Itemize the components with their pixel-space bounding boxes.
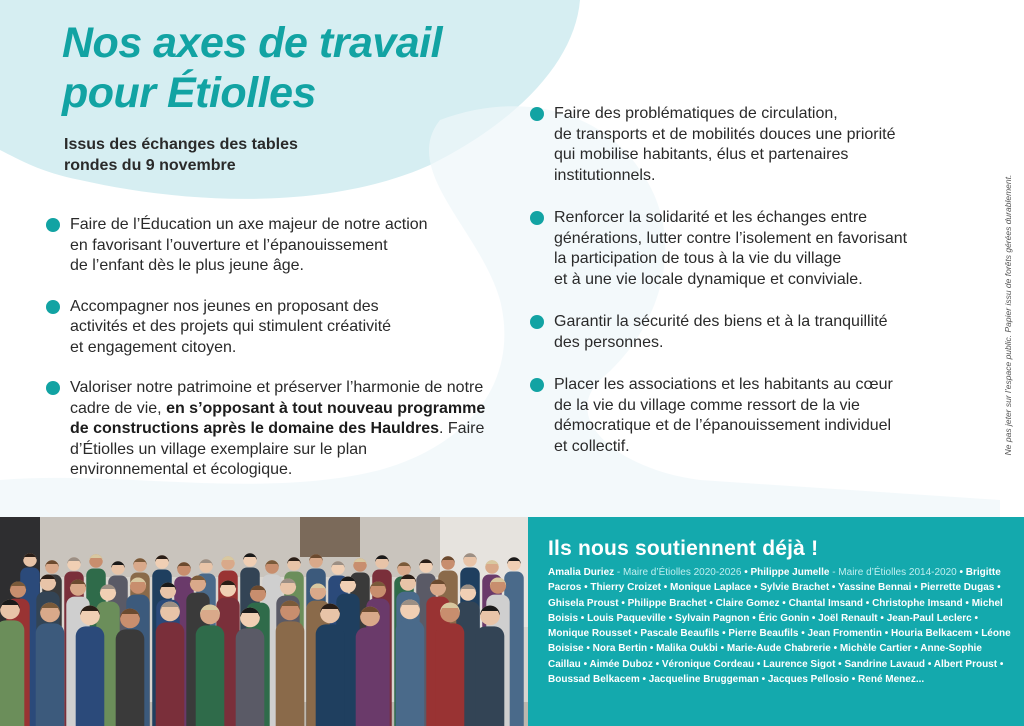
item-line: institutionnels. (554, 166, 656, 184)
bullet-dot-icon (46, 218, 60, 232)
item-text (554, 375, 970, 457)
person-body (116, 629, 145, 726)
list-item-heritage (46, 378, 489, 481)
item-text (70, 378, 489, 481)
bullet-dot-icon (46, 300, 60, 314)
supporter-role: - Maire d’Étiolles 2020-2026 (614, 567, 745, 578)
person-body (76, 626, 105, 726)
supporters-title: Ils nous soutiennent déjà ! (548, 537, 819, 560)
list-item-solidarity (530, 208, 970, 290)
item-line: et collectif. (554, 437, 630, 455)
person-body (36, 623, 65, 726)
person-body (476, 626, 505, 726)
item-line: la participation de tous à la vie du village (554, 250, 842, 267)
item-line: Placer les associations et les habitants au cœur (554, 376, 893, 393)
item-line: Accompagner nos jeunes en proposant des (70, 297, 379, 315)
item-text (554, 312, 970, 353)
page-title (62, 18, 442, 118)
person-body (316, 624, 345, 726)
item-line: activités et des projets qui stimulent créativité (70, 318, 392, 335)
bullet-dot-icon (530, 378, 544, 392)
group-photo (0, 517, 528, 726)
item-line: de transports et de mobilités douces une priorité (554, 125, 896, 143)
item-line: Faire des problématiques de circulation, (554, 105, 838, 122)
group-photo-illustration (0, 517, 528, 726)
person-body (236, 628, 265, 726)
person-body (276, 621, 305, 726)
supporters-list (548, 565, 1012, 687)
person-body (396, 620, 425, 726)
person-body (356, 627, 385, 726)
item-text-part: Valoriser notre patrimoine et préserver l’harmonie de notre cadre de vie, (70, 379, 488, 417)
bullet-dot-icon (530, 211, 544, 225)
item-text-bold: en s’opposant à tout nouveau programme de constructions après le domaine des Hauldres (70, 399, 486, 437)
list-item-education (46, 215, 496, 277)
item-text-part: . Faire d’Étiolles un village exemplaire sur le plan environnemental et écologique. (70, 420, 489, 478)
list-item-security (530, 312, 970, 353)
item-line: Faire de l’Éducation un axe majeur de notre action (70, 216, 428, 233)
supporters-rest: • Brigitte Pacros • Thierry Croizet • Monique Laplace • Sylvie Brachet • Yassine Bennai • Pierrette Dugas • Ghisela Proust • Philippe Brachet • Claire Gomez • Chantal Imsand • Christophe Imsand • Michel Boisis • Louis Paqueville • Sylvain Pagnon • Éric Gonin • Joël Renault • Jean-Paul Leclerc • Monique Rousset • Pascale Beaufils • Pierre Beaufils • Jean Fromentin • Houria Belkacem • Léone Boisise • Nora Bertin • Malika Oukbi • Marie-Aude Chabrerie • Michèle Cartier • Anne-Sophie Caillau • Aimée Duboz • Véronique Cordeau • Laurence Sigot • Sandrine Lavaud • Albert Proust • Boussad Belkacem • Jacqueline Bruggeman • Jacques Pellosio • René Menez... (548, 567, 1011, 686)
item-text (554, 104, 970, 186)
supporter-name: Amalia Duriez (548, 567, 615, 578)
subtitle-line-1: Issus des échanges des tables (64, 136, 298, 153)
item-line: Garantir la sécurité des biens et à la tranquillité (554, 313, 888, 330)
item-line: et engagement citoyen. (70, 338, 237, 356)
side-note-text: Ne pas jeter sur l’espace public. Papier issu de forêts gérées durablement. (1003, 174, 1013, 456)
person-body (196, 625, 225, 726)
person-body (436, 623, 465, 726)
supporters-panel (528, 517, 1024, 726)
subtitle-line-2: rondes du 9 novembre (64, 157, 236, 174)
title-line-2: pour Étiolles (62, 69, 316, 117)
person-body (156, 622, 185, 726)
item-line: des personnes. (554, 333, 664, 351)
person-body (0, 620, 24, 726)
bullet-dot-icon (530, 315, 544, 329)
item-line: Renforcer la solidarité et les échanges entre (554, 209, 868, 226)
subtitle (64, 134, 384, 176)
item-text (70, 297, 496, 359)
list-item-associations (530, 375, 970, 457)
item-line: générations, lutter contre l’isolement en favorisant (554, 229, 908, 247)
item-line: démocratique et de l’épanouissement individuel (554, 417, 892, 434)
bullet-dot-icon (46, 381, 60, 395)
item-line: qui mobilise habitants, élus et partenaires (554, 146, 849, 163)
list-item-mobility (530, 104, 970, 186)
title-line-1: Nos axes de travail (62, 19, 443, 67)
supporter-name: • Philippe Jumelle (744, 567, 830, 578)
item-line: de l’enfant dès le plus jeune âge. (70, 257, 304, 274)
right-column (530, 104, 970, 457)
supporter-role: - Maire d’Étiolles 2014-2020 (829, 567, 960, 578)
left-column (46, 215, 496, 481)
item-line: et à une vie locale dynamique et conviviale. (554, 270, 863, 288)
list-item-youth (46, 297, 496, 359)
bullet-dot-icon (530, 107, 544, 121)
item-line: de la vie du village comme ressort de la vie (554, 396, 860, 414)
item-text (554, 208, 970, 290)
item-line: en favorisant l’ouverture et l’épanouissement (70, 236, 388, 254)
side-note (1001, 140, 1015, 490)
item-text (70, 215, 496, 277)
